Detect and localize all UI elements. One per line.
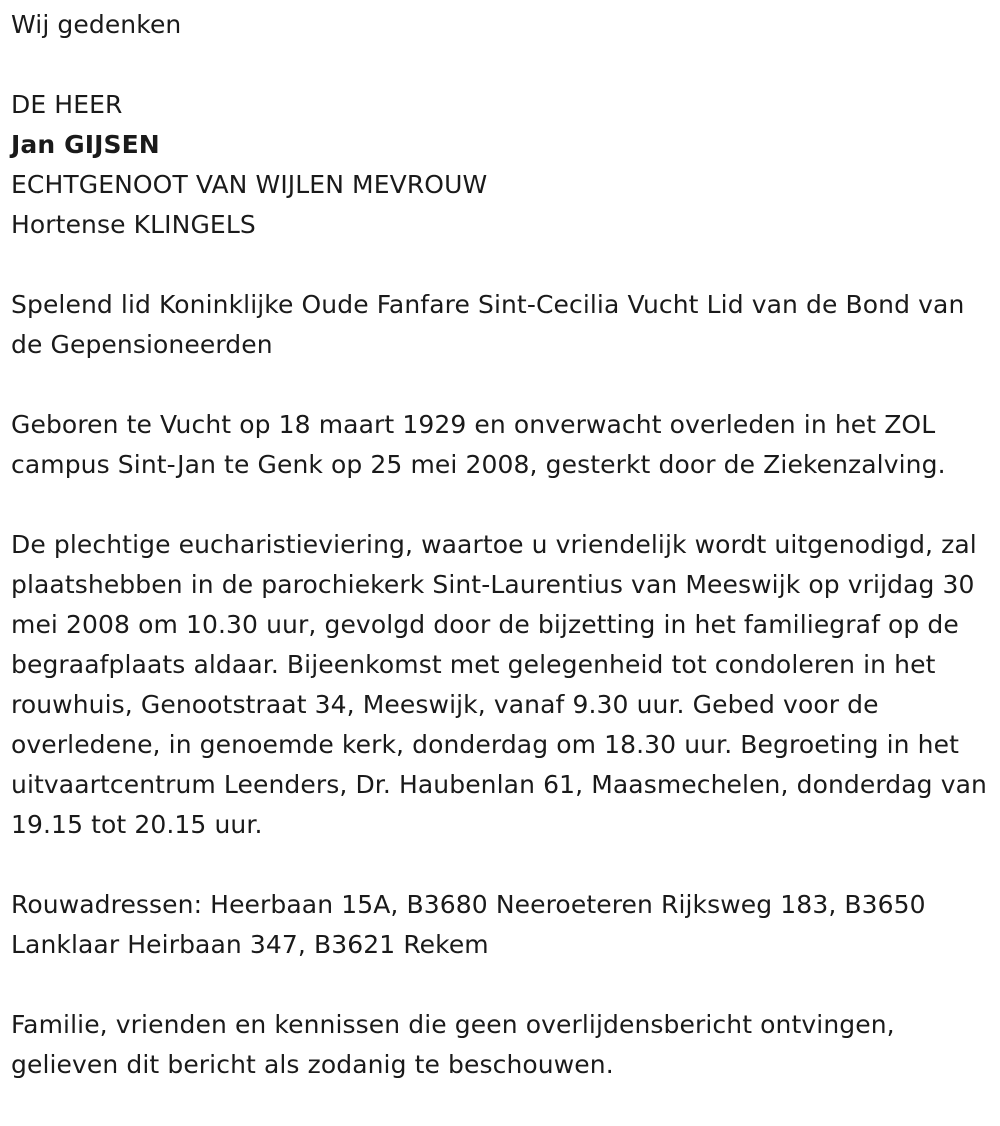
birth-death-paragraph: Geboren te Vucht op 18 maart 1929 en onverwacht overleden in het ZOL campus Sint-Jan te Genk op 25 mei 2008, gesterkt door de Ziekenzalving. bbox=[11, 410, 946, 479]
spacer bbox=[11, 965, 991, 1005]
spouse-name: Hortense KLINGELS bbox=[11, 210, 256, 239]
addresses-paragraph: Rouwadressen: Heerbaan 15A, B3680 Neeroeteren Rijksweg 183, B3650 Lanklaar Heirbaan 347, B3621 Rekem bbox=[11, 890, 926, 959]
intro-text: Wij gedenken bbox=[11, 10, 182, 39]
ceremony-paragraph: De plechtige eucharistieviering, waartoe u vriendelijk wordt uitgenodigd, zal plaatshebben in de parochiekerk Sint-Laurentius van Meeswijk op vrijdag 30 mei 2008 om 10.30 uur, gevolgd door de bijzetting in het familiegraf op de begraafplaats aldaar. Bijeenkomst met gelegenheid tot condoleren in het rouwhuis, Genootstraat 34, Meeswijk, vanaf 9.30 uur. Gebed voor de overledene, in genoemde kerk, donderdag om 18.30 uur. Begroeting in het uitvaartcentrum Leenders, Dr. Haubenlan 61, Maasmechelen, donderdag van 19.15 tot 20.15 uur. bbox=[11, 530, 987, 839]
membership-paragraph: Spelend lid Koninklijke Oude Fanfare Sint-Cecilia Vucht Lid van de Bond van de Gepensioneerden bbox=[11, 290, 965, 359]
spacer bbox=[11, 45, 991, 85]
death-notice bbox=[11, 0, 991, 1085]
spacer bbox=[11, 365, 991, 405]
spacer bbox=[11, 245, 991, 285]
deceased-name: Jan GIJSEN bbox=[11, 130, 160, 159]
closing-paragraph: Familie, vrienden en kennissen die geen overlijdensbericht ontvingen, gelieven dit bericht als zodanig te beschouwen. bbox=[11, 1010, 895, 1079]
title-prefix: DE HEER bbox=[11, 90, 123, 119]
spacer bbox=[11, 485, 991, 525]
spacer bbox=[11, 845, 991, 885]
spouse-title: ECHTGENOOT VAN WIJLEN MEVROUW bbox=[11, 170, 488, 199]
